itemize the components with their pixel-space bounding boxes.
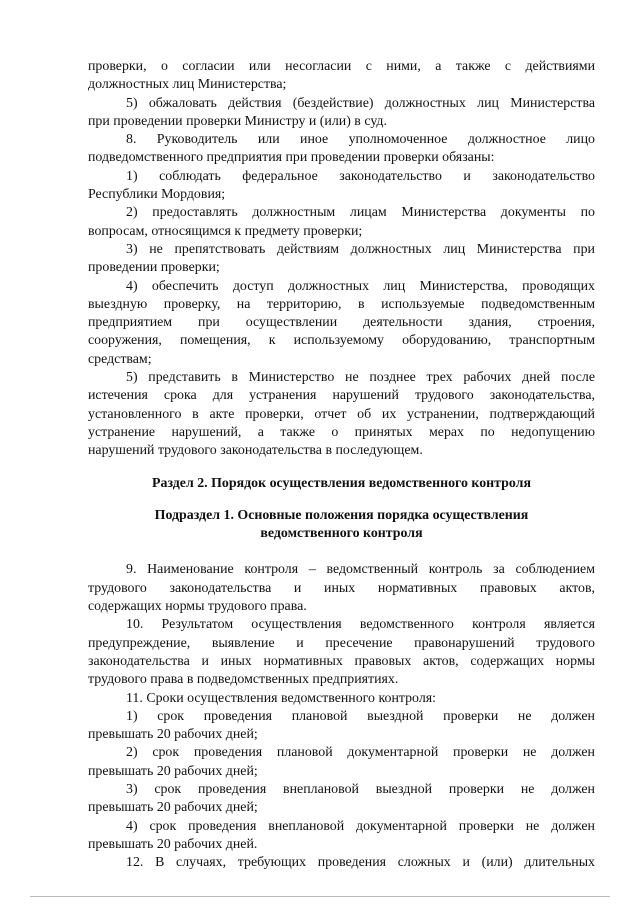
- text-line: подведомственного предприятия при проведении проверки обязаны:: [88, 150, 495, 166]
- text-line: Раздел 2. Порядок осуществления ведомственного контроля: [152, 475, 531, 491]
- text-line: законодательства и иных нормативных правовых актов, содержащих нормы: [88, 653, 595, 669]
- text-line: 3) не препятствовать действиям должностных лиц Министерства при: [126, 241, 595, 257]
- text-line: ведомственного контроля: [260, 526, 423, 542]
- text-line: 1) срок проведения плановой выездной проверки не должен: [126, 708, 595, 724]
- text-line: 10. Результатом осуществления ведомственного контроля является: [126, 617, 595, 633]
- text-line: 2) предоставлять должностным лицам Министерства документы по: [126, 205, 595, 221]
- text-line: установленного в акте проверки, отчет об их устранении, подтверждающий: [88, 406, 595, 422]
- text-line: трудового права в подведомственных предприятиях.: [88, 672, 399, 688]
- text-line: 1) соблюдать федеральное законодательство и законодательство: [126, 168, 595, 184]
- text-line: 5) представить в Министерство не позднее трех рабочих дней после: [126, 370, 595, 386]
- paragraph: [88, 854, 595, 872]
- text-line: содержащих нормы трудового права.: [88, 599, 307, 615]
- text-line: 4) обеспечить доступ должностных лиц Министерства, проводящих: [126, 278, 595, 294]
- text-line: проверки, о согласии или несогласии с ними, а также с действиями: [88, 59, 595, 74]
- text-line: истечения срока для устранения нарушений трудового законодательства,: [88, 388, 595, 404]
- text-line: 11. Сроки осуществления ведомственного контроля:: [126, 690, 437, 706]
- paragraph: [88, 369, 595, 460]
- paragraph: [88, 818, 595, 855]
- paragraph: [88, 561, 595, 616]
- paragraph: [88, 131, 595, 168]
- paragraph: [88, 278, 595, 369]
- text-line: проведении проверки;: [88, 260, 220, 276]
- text-line: превышать 20 рабочих дней;: [88, 727, 258, 743]
- text-line: превышать 20 рабочих дней;: [88, 800, 258, 816]
- paragraph: [88, 95, 595, 132]
- paragraph: [88, 616, 595, 689]
- paragraph: [88, 58, 595, 95]
- paragraph: [88, 241, 595, 278]
- text-line: 12. В случаях, требующих проведения сложных и (или) длительных: [126, 855, 595, 871]
- document-page: [88, 58, 595, 872]
- text-line: 3) срок проведения внеплановой выездной проверки не должен: [126, 781, 595, 797]
- text-line: при проведении проверки Министру и (или) в суд.: [88, 113, 387, 129]
- paragraph: [88, 168, 595, 205]
- paragraph: [88, 744, 595, 781]
- text-line: превышать 20 рабочих дней;: [88, 763, 258, 779]
- text-line: предприятием при осуществлении деятельности здания, строения,: [88, 315, 595, 331]
- text-line: 8. Руководитель или иное уполномоченное должностное лицо: [126, 132, 595, 148]
- section-heading: [88, 475, 595, 493]
- text-line: 2) срок проведения плановой документарной проверки не должен: [126, 745, 595, 761]
- text-line: устранение нарушений, а также о принятых мерах по недопущению: [88, 424, 595, 440]
- text-line: Подраздел 1. Основные положения порядка осуществления: [154, 507, 529, 523]
- text-line: средствам;: [88, 351, 152, 367]
- text-line: 5) обжаловать действия (бездействие) должностных лиц Министерства: [126, 95, 595, 111]
- paragraph: [88, 781, 595, 818]
- paragraph: [88, 708, 595, 745]
- text-line: сооружения, помещения, к используемому оборудованию, транспортным: [88, 333, 595, 349]
- text-line: 9. Наименование контроля – ведомственный контроль за соблюдением: [126, 562, 595, 578]
- paragraph: [88, 204, 595, 241]
- text-line: вопросам, относящимся к предмету проверки;: [88, 223, 363, 239]
- text-line: превышать 20 рабочих дней.: [88, 836, 258, 852]
- text-line: 4) срок проведения внеплановой документарной проверки не должен: [126, 818, 595, 834]
- text-line: трудового законодательства и иных нормативных правовых актов,: [88, 580, 595, 596]
- text-line: предупреждение, выявление и пресечение правонарушений трудового: [88, 635, 595, 651]
- paragraph: [88, 690, 595, 708]
- section-heading: [88, 507, 595, 544]
- text-line: выездную проверку, на территорию, в используемые подведомственным: [88, 296, 595, 312]
- scan-bottom-edge: [30, 896, 610, 897]
- text-line: Республики Мордовия;: [88, 187, 226, 203]
- text-line: должностных лиц Министерства;: [88, 77, 287, 93]
- text-line: нарушений трудового законодательства в последующем.: [88, 443, 423, 459]
